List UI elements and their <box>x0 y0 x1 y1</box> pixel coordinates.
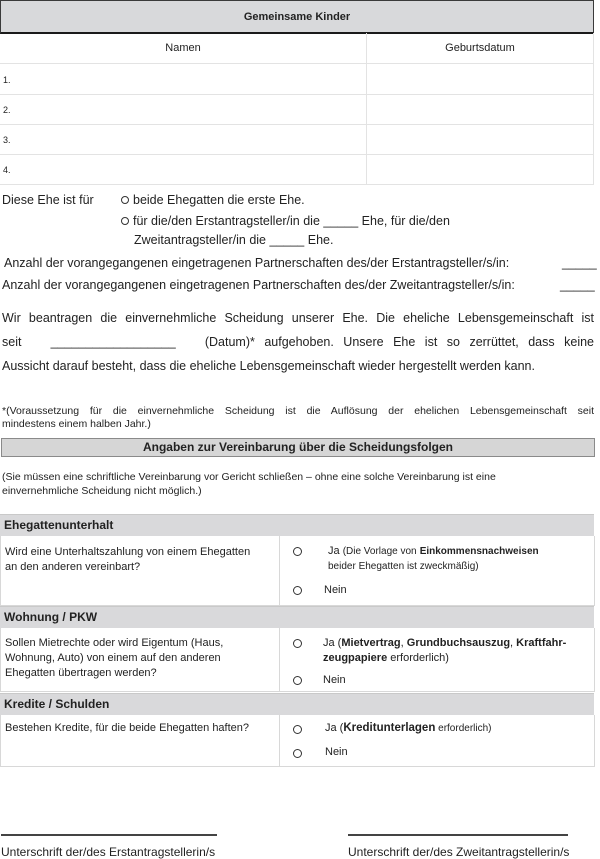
divider <box>279 536 280 605</box>
maintenance-no-label: Nein <box>324 584 347 596</box>
option-text: , <box>400 637 407 649</box>
option-text-bold: Einkommensnachweisen <box>419 546 539 557</box>
marriage-option-other[interactable] <box>121 213 450 229</box>
option-text: Ja ( <box>323 637 342 649</box>
housing-yes-radio[interactable] <box>293 639 302 648</box>
column-header-names: Namen <box>0 33 367 63</box>
housing-no-radio[interactable] <box>293 676 302 685</box>
option-text: Ehe, für die/den <box>361 214 450 228</box>
signature-label-second: Unterschrift der/des Zweitantragstellerin/s <box>348 845 570 859</box>
child-birthdate-field[interactable] <box>367 64 594 94</box>
footnote-line1: *(Voraussetzung für die einvernehmliche Scheidung ist die Auflösung der ehelichen Lebensgemeinschaft seit <box>2 405 594 417</box>
housing-yes-label <box>323 636 566 651</box>
maintenance-yes-radio[interactable] <box>293 547 302 556</box>
row-number: 3. <box>3 135 11 145</box>
petition-line3: Aussicht darauf besteht, dass die eheliche Lebensgemeinschaft wieder hergestellt werden kann. <box>2 359 535 373</box>
signature-line-second[interactable] <box>348 834 568 836</box>
option-label: beide Ehegatten die erste Ehe. <box>133 193 305 207</box>
section-credits-header <box>0 693 594 715</box>
child-name-field[interactable] <box>0 64 367 94</box>
divider <box>279 628 280 691</box>
marriage-option-first[interactable] <box>121 192 305 208</box>
petition-line1: Wir beantragen die einvernehmliche Scheidung unserer Ehe. Die eheliche Lebensgemeinschaft ist <box>2 311 594 325</box>
question-line: Wird eine Unterhaltszahlung von einem Ehegatten <box>5 546 251 558</box>
agreement-note-line2: einvernehmliche Scheidung nicht möglich.) <box>2 485 202 497</box>
table-row <box>0 94 594 125</box>
credits-yes-label <box>325 721 492 736</box>
option-text: erforderlich) <box>387 652 449 664</box>
section-title: Kredite / Schulden <box>4 697 110 711</box>
divider <box>279 715 280 766</box>
option-text: (Die Vorlage von <box>342 546 417 557</box>
children-table-header-row <box>0 33 594 64</box>
separation-date-blank[interactable]: __________________ <box>50 335 176 349</box>
section-housing-body <box>0 628 595 692</box>
signature-label-first: Unterschrift der/des Erstantragstellerin/s <box>1 845 216 859</box>
option-text-bold: Mietvertrag <box>341 637 401 649</box>
section-maintenance-body <box>0 536 595 606</box>
radio-icon[interactable] <box>121 217 129 225</box>
petition-text: (Datum)* aufgehoben. Unsere Ehe ist so zerrüttet, dass keine <box>204 335 594 349</box>
option-text-bold: Kraftfahr- <box>516 637 567 649</box>
credits-yes-radio[interactable] <box>293 725 302 734</box>
section-credits-body <box>0 715 595 767</box>
question-line: Ehegatten übertragen werden? <box>5 667 157 679</box>
option-text-bold: zeugpapiere <box>323 652 388 664</box>
marriage-count-second-blank[interactable]: _____ <box>269 233 305 247</box>
option-text: erforderlich) <box>435 723 492 734</box>
question-line: an den anderen vereinbart? <box>5 561 141 573</box>
child-name-field[interactable] <box>0 124 367 154</box>
table-row <box>0 64 594 95</box>
option-text-bold: Kreditunterlagen <box>343 722 436 734</box>
maintenance-yes-label <box>328 544 539 559</box>
row-number: 4. <box>3 165 11 175</box>
maintenance-no-radio[interactable] <box>293 586 302 595</box>
section-title: Ehegattenunterhalt <box>4 518 114 532</box>
child-name-field[interactable] <box>0 154 367 184</box>
row-number: 2. <box>3 105 11 115</box>
petition-text: seit <box>2 335 22 349</box>
section-title: Wohnung / PKW <box>4 610 98 624</box>
credits-no-label: Nein <box>325 746 348 758</box>
section-housing-header <box>0 606 594 628</box>
marriage-option-other-line2 <box>134 232 333 248</box>
signature-line-first[interactable] <box>1 834 217 836</box>
question-text <box>5 545 275 575</box>
children-table-title: Gemeinsame Kinder <box>0 0 594 34</box>
option-text-bold: Grundbuchsauszug <box>406 637 511 649</box>
partnerships-first-label: Anzahl der vorangegangenen eingetragenen Partnerschaften des/der Erstantragsteller/s/in: <box>4 256 510 270</box>
child-birthdate-field[interactable] <box>367 124 594 154</box>
agreement-note-line1: (Sie müssen eine schriftliche Vereinbarung vor Gericht schließen – ohne eine solche Vereinbarung ist eine <box>2 471 496 483</box>
row-number: 1. <box>3 75 11 85</box>
petition-line2 <box>2 334 594 350</box>
table-row <box>0 154 594 185</box>
option-text: , <box>510 637 517 649</box>
maintenance-yes-label-line2: beider Ehegatten ist zweckmäßig) <box>328 561 479 572</box>
question-line: Wohnung, Auto) von einem auf den anderen <box>5 652 221 664</box>
housing-yes-label-line2 <box>323 651 449 666</box>
marriage-count-first-blank[interactable]: _____ <box>323 214 359 228</box>
child-birthdate-field[interactable] <box>367 94 594 124</box>
question-text <box>5 636 275 681</box>
partnerships-second-label: Anzahl der vorangegangenen eingetragenen Partnerschaften des/der Zweitantragsteller/s/in: <box>2 278 515 292</box>
footnote-line2: mindestens einem halben Jahr.) <box>2 418 151 430</box>
radio-icon[interactable] <box>121 196 129 204</box>
column-header-birthdate: Geburtsdatum <box>367 33 594 63</box>
table-row <box>0 124 594 155</box>
option-text: für die/den Erstantragsteller/in die <box>133 214 320 228</box>
question-text: Bestehen Kredite, für die beide Ehegatten haften? <box>5 722 250 734</box>
housing-no-label: Nein <box>323 674 346 686</box>
marriage-label: Diese Ehe ist für <box>2 193 94 207</box>
option-text: Ja <box>328 545 340 557</box>
partnerships-second-blank[interactable]: _____ <box>560 278 595 292</box>
partnerships-first-blank[interactable]: _____ <box>562 256 597 270</box>
option-text: Ja ( <box>325 722 344 734</box>
section-maintenance-header <box>0 514 594 536</box>
option-text: Ehe. <box>307 233 334 247</box>
question-line: Sollen Mietrechte oder wird Eigentum (Haus, <box>5 637 224 649</box>
child-birthdate-field[interactable] <box>367 154 594 184</box>
credits-no-radio[interactable] <box>293 749 302 758</box>
child-name-field[interactable] <box>0 94 367 124</box>
agreement-title: Angaben zur Vereinbarung über die Scheidungsfolgen <box>1 438 595 457</box>
option-text: Zweitantragsteller/in die <box>134 233 267 247</box>
